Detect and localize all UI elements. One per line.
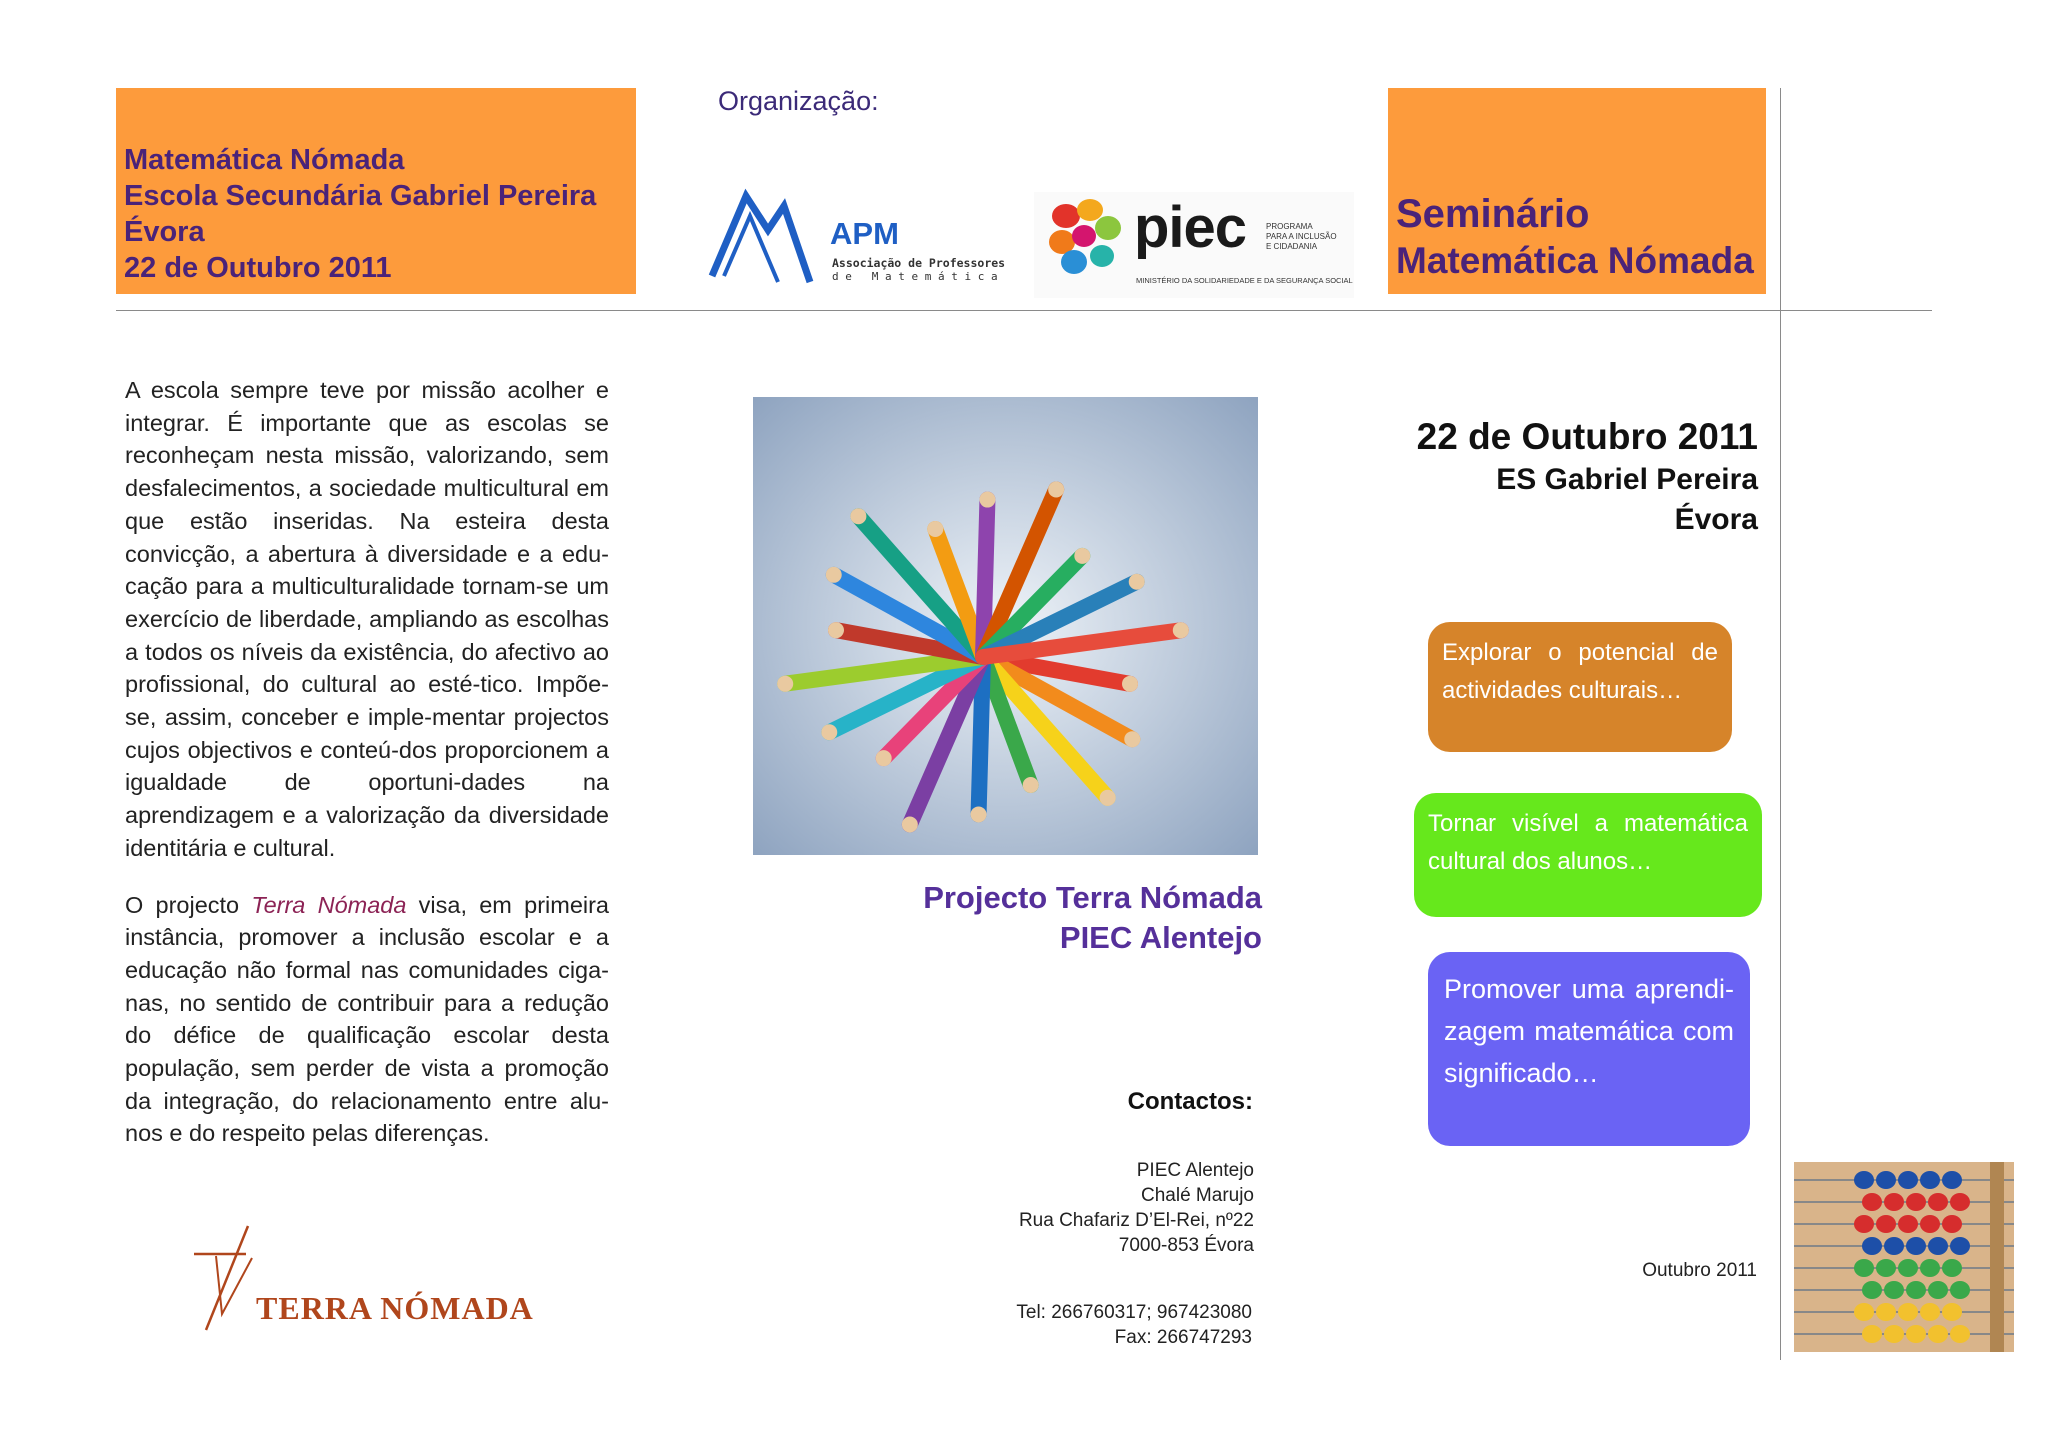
event-city: Évora	[1674, 503, 1758, 536]
abacus-bead	[1928, 1193, 1948, 1211]
header-line-school: Escola Secundária Gabriel Pereira	[124, 180, 597, 212]
abacus-bead	[1906, 1281, 1926, 1299]
abacus-bead	[1862, 1237, 1882, 1255]
apm-tagline-1: Associação de Professores	[832, 256, 1006, 270]
abacus-bead	[1898, 1303, 1918, 1321]
abacus-bead	[1942, 1303, 1962, 1321]
goal-bubble-cultural: Explorar o potencial de actividades culturais…	[1428, 622, 1732, 752]
terra-nomada-logo-text: TERRA NÓMADA	[256, 1290, 534, 1326]
pencil-tip	[777, 676, 793, 692]
pencil-tip	[979, 492, 995, 508]
abacus-bead	[1854, 1259, 1874, 1277]
abacus-bead	[1898, 1259, 1918, 1277]
seminar-title-box	[1388, 88, 1766, 294]
pencil-tip	[1173, 622, 1189, 638]
piec-ministry: MINISTÉRIO DA SOLIDARIEDADE E DA SEGURANÇA SOCIAL	[1136, 276, 1353, 285]
abacus-bead	[1884, 1281, 1904, 1299]
abacus-bead	[1906, 1325, 1926, 1343]
vertical-fold-line	[1780, 88, 1781, 1360]
piec-tagline: PROGRAMA PARA A INCLUSÃO E CIDADANIA	[1266, 222, 1337, 251]
intro-text	[125, 374, 609, 1174]
header-line-date: 22 de Outubro 2011	[124, 252, 392, 284]
abacus-bead	[1928, 1325, 1948, 1343]
abacus-bead	[1920, 1259, 1940, 1277]
abacus-bead	[1884, 1193, 1904, 1211]
event-school: ES Gabriel Pereira	[1496, 463, 1758, 496]
abacus-bead	[1950, 1237, 1970, 1255]
abacus-bead	[1942, 1259, 1962, 1277]
abacus-bead	[1862, 1193, 1882, 1211]
intro-paragraph-2: O projecto Terra Nómada visa, em primeira instância, promover a inclusão escolar e a educação não formal nas comunidades ciga-nas, no sentido de contribuir para a redução do défice de qualificação escolar desta população, sem perder de vista a promoção da integração, do relacionamento entre alu-nos e do respeito pelas diferenças.	[125, 891, 609, 1147]
phone-number: Tel: 266760317; 967423080	[1016, 1302, 1252, 1323]
pencil-tip	[1122, 676, 1138, 692]
pencil-tip	[828, 622, 844, 638]
organizacao-label: Organização:	[718, 86, 879, 116]
abacus-bead	[1884, 1237, 1904, 1255]
pencil-tip	[850, 508, 866, 524]
abacus-bead	[1862, 1325, 1882, 1343]
abacus-bead	[1950, 1325, 1970, 1343]
pencil-tip	[1129, 574, 1145, 590]
abacus-bead	[1928, 1281, 1948, 1299]
abacus-photo	[1794, 1162, 2014, 1352]
goal-bubble-learning: Promover uma aprendi-zagem matemática com significado…	[1428, 952, 1750, 1146]
apm-logo	[706, 186, 1026, 296]
pencil-tip	[1048, 481, 1064, 497]
abacus-bead	[1928, 1237, 1948, 1255]
piec-logo	[1034, 192, 1354, 298]
event-details	[1417, 414, 1758, 540]
seminar-subtitle: Matemática Nómada	[1396, 240, 1754, 281]
apm-tagline-2: d e M a t e m á t i c a	[832, 270, 998, 283]
pencil-tip	[1100, 790, 1116, 806]
abacus-bead	[1876, 1215, 1896, 1233]
horizontal-divider	[116, 310, 1932, 311]
abacus-bead	[1876, 1171, 1896, 1189]
header-line-title: Matemática Nómada	[124, 144, 405, 176]
fax-number: Fax: 266747293	[1114, 1327, 1252, 1348]
abacus-bead	[1884, 1325, 1904, 1343]
pencil-tip	[971, 806, 987, 822]
pencil-tip	[902, 817, 918, 833]
abacus-bead	[1876, 1303, 1896, 1321]
contact-phone	[1016, 1300, 1252, 1350]
abacus-bead	[1950, 1193, 1970, 1211]
header-line-city: Évora	[124, 216, 205, 248]
pencil-tip	[1124, 731, 1140, 747]
abacus-bead	[1920, 1303, 1940, 1321]
abacus-bead	[1862, 1281, 1882, 1299]
abacus-bead	[1854, 1171, 1874, 1189]
apm-mountain-icon	[706, 186, 816, 296]
terra-nomada-mark-icon	[186, 1222, 266, 1332]
abacus-frame	[1990, 1162, 2004, 1352]
piec-name: piec	[1134, 195, 1247, 260]
contact-address: PIEC Alentejo Chalé Marujo Rua Chafariz D’El-Rei, nº22 7000-853 Évora	[1018, 1160, 1254, 1256]
goal-bubble-visible: Tornar visível a matemática cultural dos alunos…	[1414, 793, 1762, 917]
abacus-bead	[1854, 1303, 1874, 1321]
abacus-bead	[1854, 1215, 1874, 1233]
pencil-tip	[826, 567, 842, 583]
terra-nomada-emphasis: Terra Nómada	[251, 891, 407, 918]
hands-icon	[1044, 196, 1126, 280]
abacus-bead	[1876, 1259, 1896, 1277]
abacus-bead	[1942, 1215, 1962, 1233]
abacus-bead	[1906, 1193, 1926, 1211]
abacus-bead	[1898, 1215, 1918, 1233]
intro-paragraph-1: A escola sempre teve por missão acolher e integrar. É importante que as escolas se reconheçam nesta missão, valorizando, sem desfalecimentos, a sociedade multicultural em que estão inseridas. Na esteira desta convicção, a abertura à diversidade e a edu-cação para a multiculturalidade tornam-se um exercício de liberdade, ampliando as escolhas a todos os níveis da existência, do afectivo ao profissional, do cultural ao esté-tico. Impõe-se, assim, conceber e imple-mentar projectos cujos objectivos e conteú-dos proporcionem a igualdade de oportuni-dades na aprendizagem e a valorização da diversidade identitária e cultural.	[125, 377, 609, 861]
pencil-tip	[1074, 548, 1090, 564]
pencil-tip	[821, 724, 837, 740]
abacus-bead	[1942, 1171, 1962, 1189]
pencil-tip	[876, 750, 892, 766]
abacus-bead	[1950, 1281, 1970, 1299]
project-title	[923, 878, 1262, 958]
event-date: 22 de Outubro 2011	[1416, 416, 1758, 457]
header-info-box	[116, 88, 636, 294]
seminar-title: Seminário	[1396, 192, 1590, 236]
project-name: Projecto Terra Nómada	[923, 880, 1262, 915]
footer-date: Outubro 2011	[1642, 1260, 1757, 1281]
colored-pencils-photo	[753, 397, 1258, 855]
contacts-heading: Contactos:	[1127, 1088, 1253, 1115]
abacus-bead	[1906, 1237, 1926, 1255]
abacus-bead	[1898, 1171, 1918, 1189]
project-org: PIEC Alentejo	[1059, 920, 1262, 955]
pencil-tip	[1023, 777, 1039, 793]
abacus-bead	[1920, 1215, 1940, 1233]
pencil-tip	[927, 521, 943, 537]
abacus-bead	[1920, 1171, 1940, 1189]
apm-name: APM	[830, 216, 899, 251]
